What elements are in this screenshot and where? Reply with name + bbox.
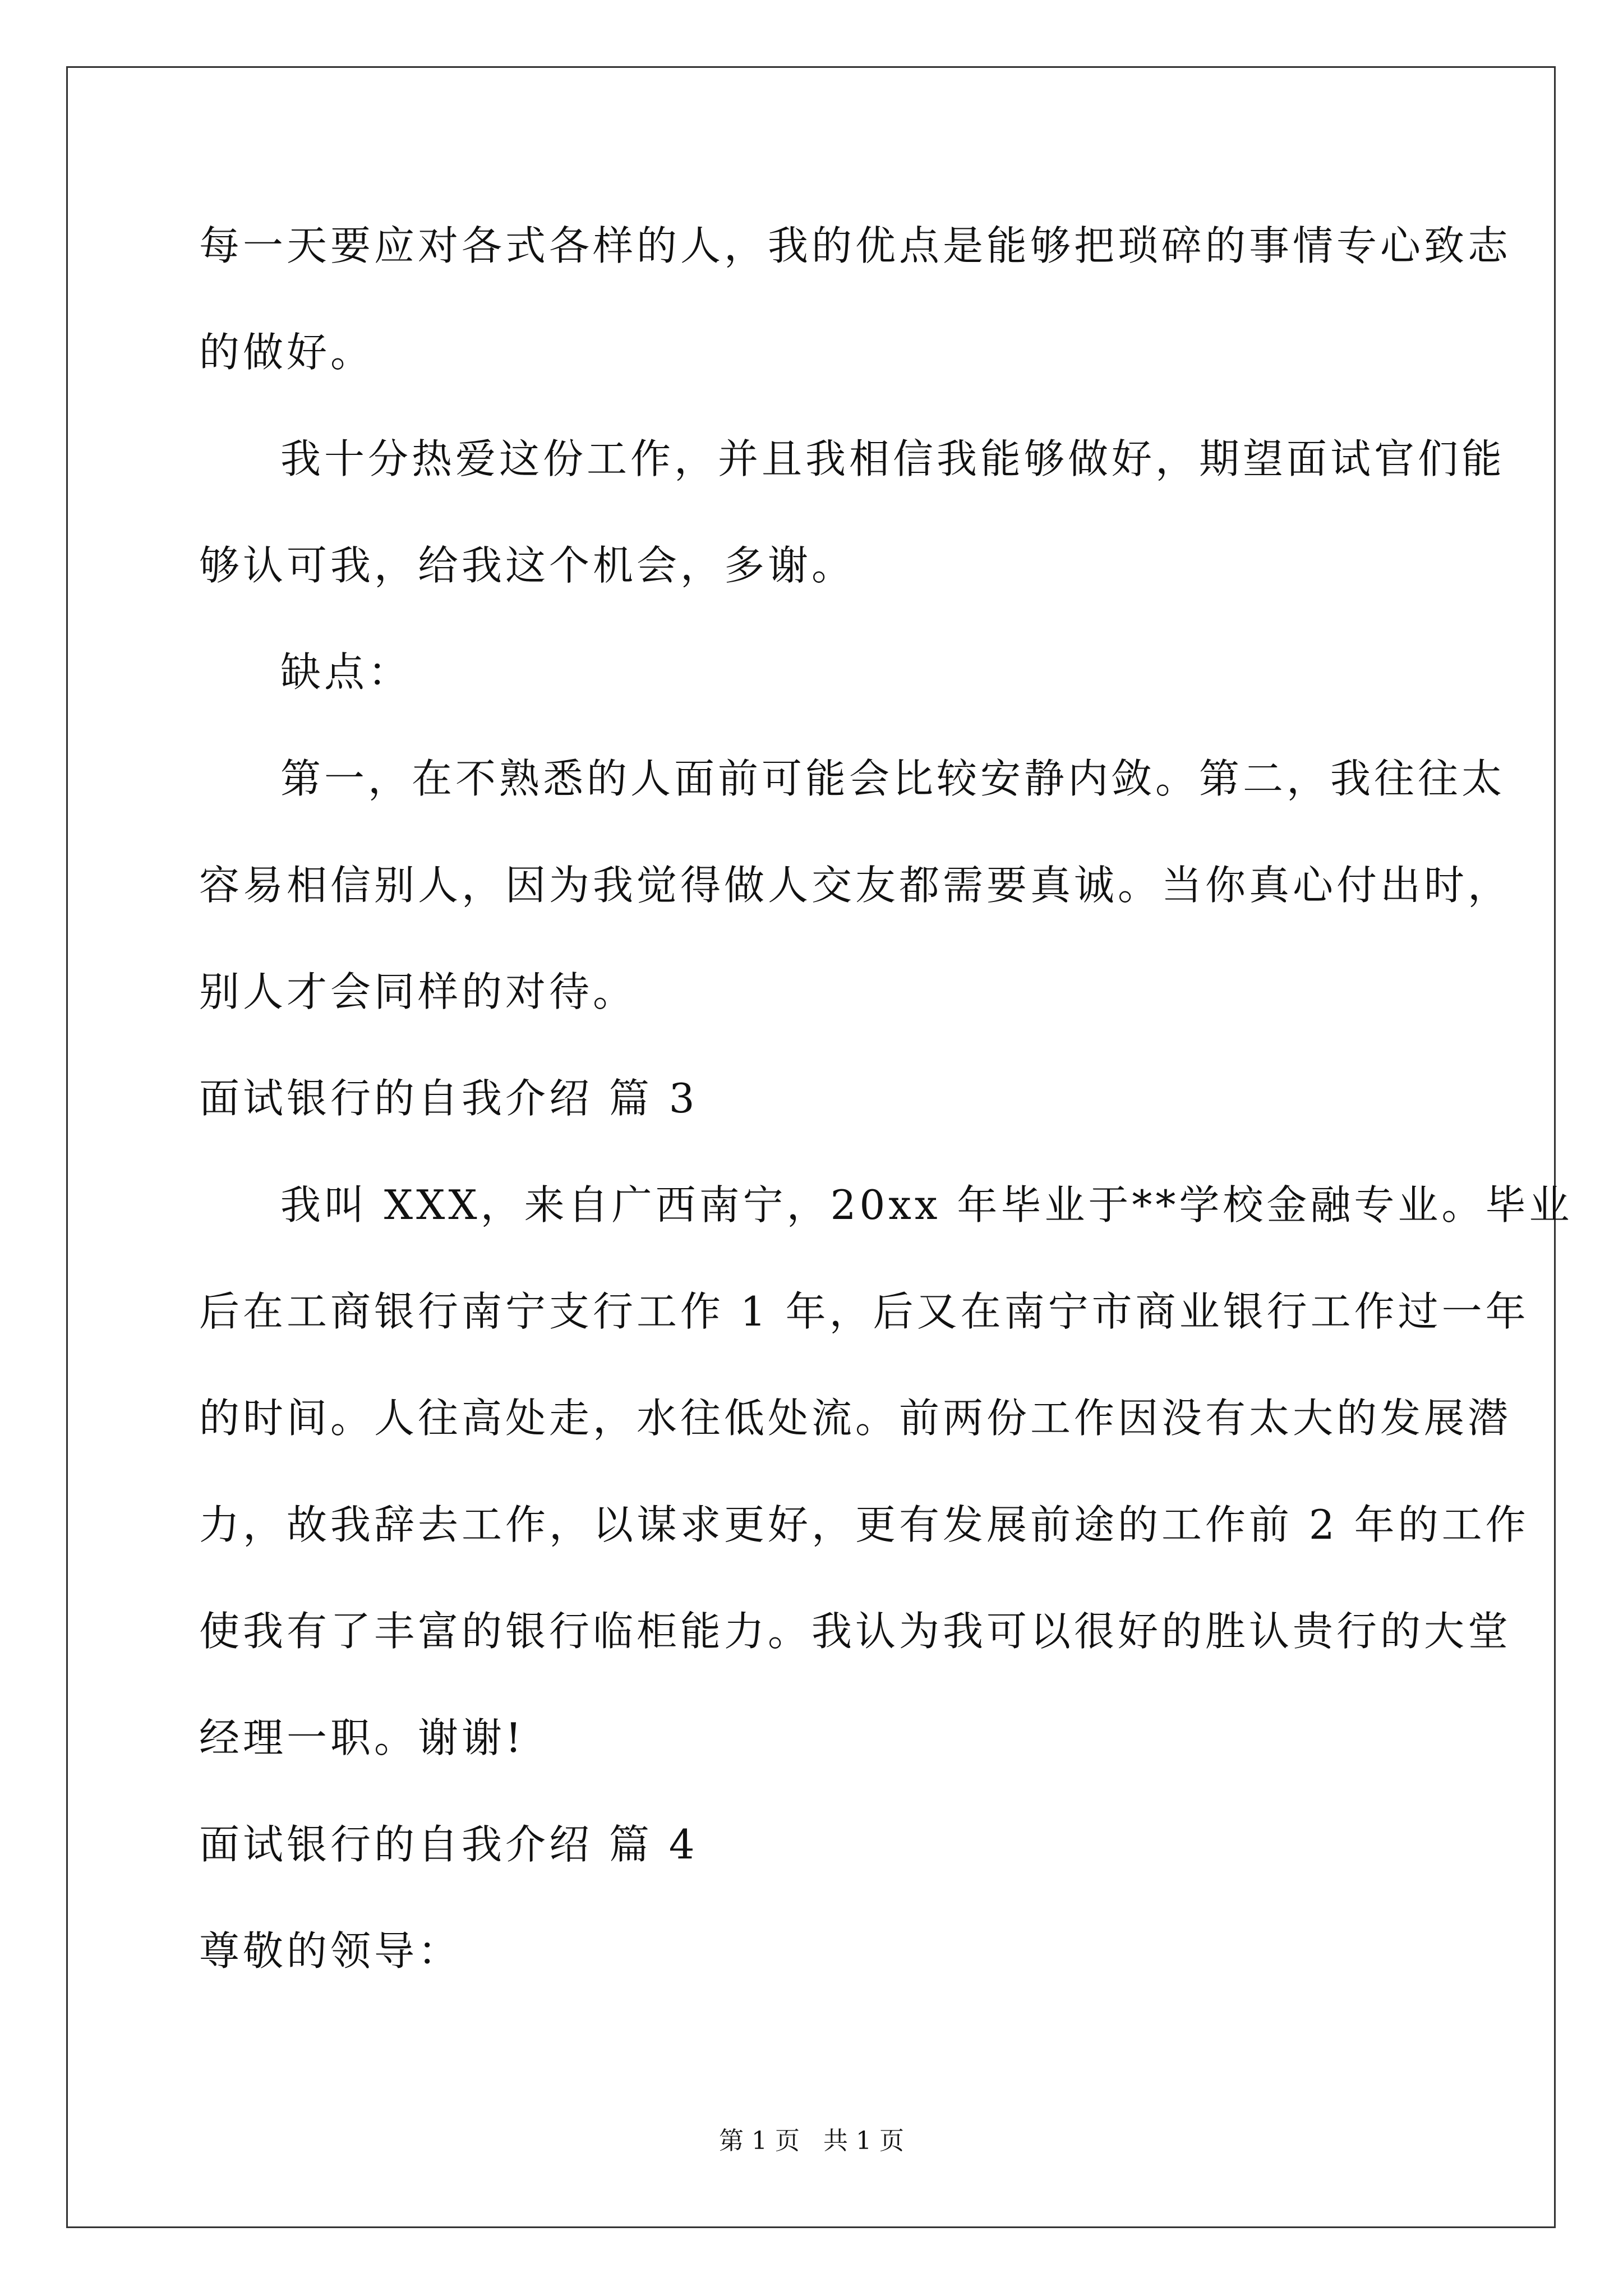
section-heading-4: 面试银行的自我介绍 篇 4: [199, 1821, 698, 1868]
text-line-1: 每一天要应对各式各样的人，我的优点是能够把琐碎的事情专心致志: [199, 222, 1512, 269]
text-line-6: 第一，在不熟悉的人面前可能会比较安静内敛。第二，我往往太: [280, 755, 1506, 802]
text-line-11: 后在工商银行南宁支行工作 1 年，后又在南宁市商业银行工作过一年: [199, 1288, 1529, 1335]
text-line-15: 经理一职。谢谢!: [199, 1714, 525, 1761]
salutation: 尊敬的领导：: [199, 1927, 462, 1975]
text-line-7: 容易相信别人，因为我觉得做人交友都需要真诚。当你真心付出时，: [199, 862, 1512, 909]
text-line-5: 缺点：: [280, 648, 412, 696]
text-line-2: 的做好。: [199, 329, 375, 376]
text-line-8: 别人才会同样的对待。: [199, 968, 637, 1015]
text-line-14: 使我有了丰富的银行临柜能力。我认为我可以很好的胜认贵行的大堂: [199, 1608, 1512, 1655]
page-border: [66, 66, 1556, 2228]
text-line-10: 我叫 XXX，来自广西南宁，20xx 年毕业于**学校金融专业。毕业: [280, 1181, 1573, 1228]
text-line-12: 的时间。人往高处走，水往低处流。前两份工作因没有太大的发展潜: [199, 1395, 1512, 1442]
section-heading-3: 面试银行的自我介绍 篇 3: [199, 1075, 698, 1122]
text-line-3: 我十分热爱这份工作，并且我相信我能够做好，期望面试官们能: [280, 435, 1506, 482]
text-line-13: 力，故我辞去工作，以谋求更好，更有发展前途的工作前 2 年的工作: [199, 1501, 1529, 1548]
text-line-4: 够认可我，给我这个机会，多谢。: [199, 542, 856, 589]
page-footer: 第 1 页 共 1 页: [719, 2127, 904, 2155]
